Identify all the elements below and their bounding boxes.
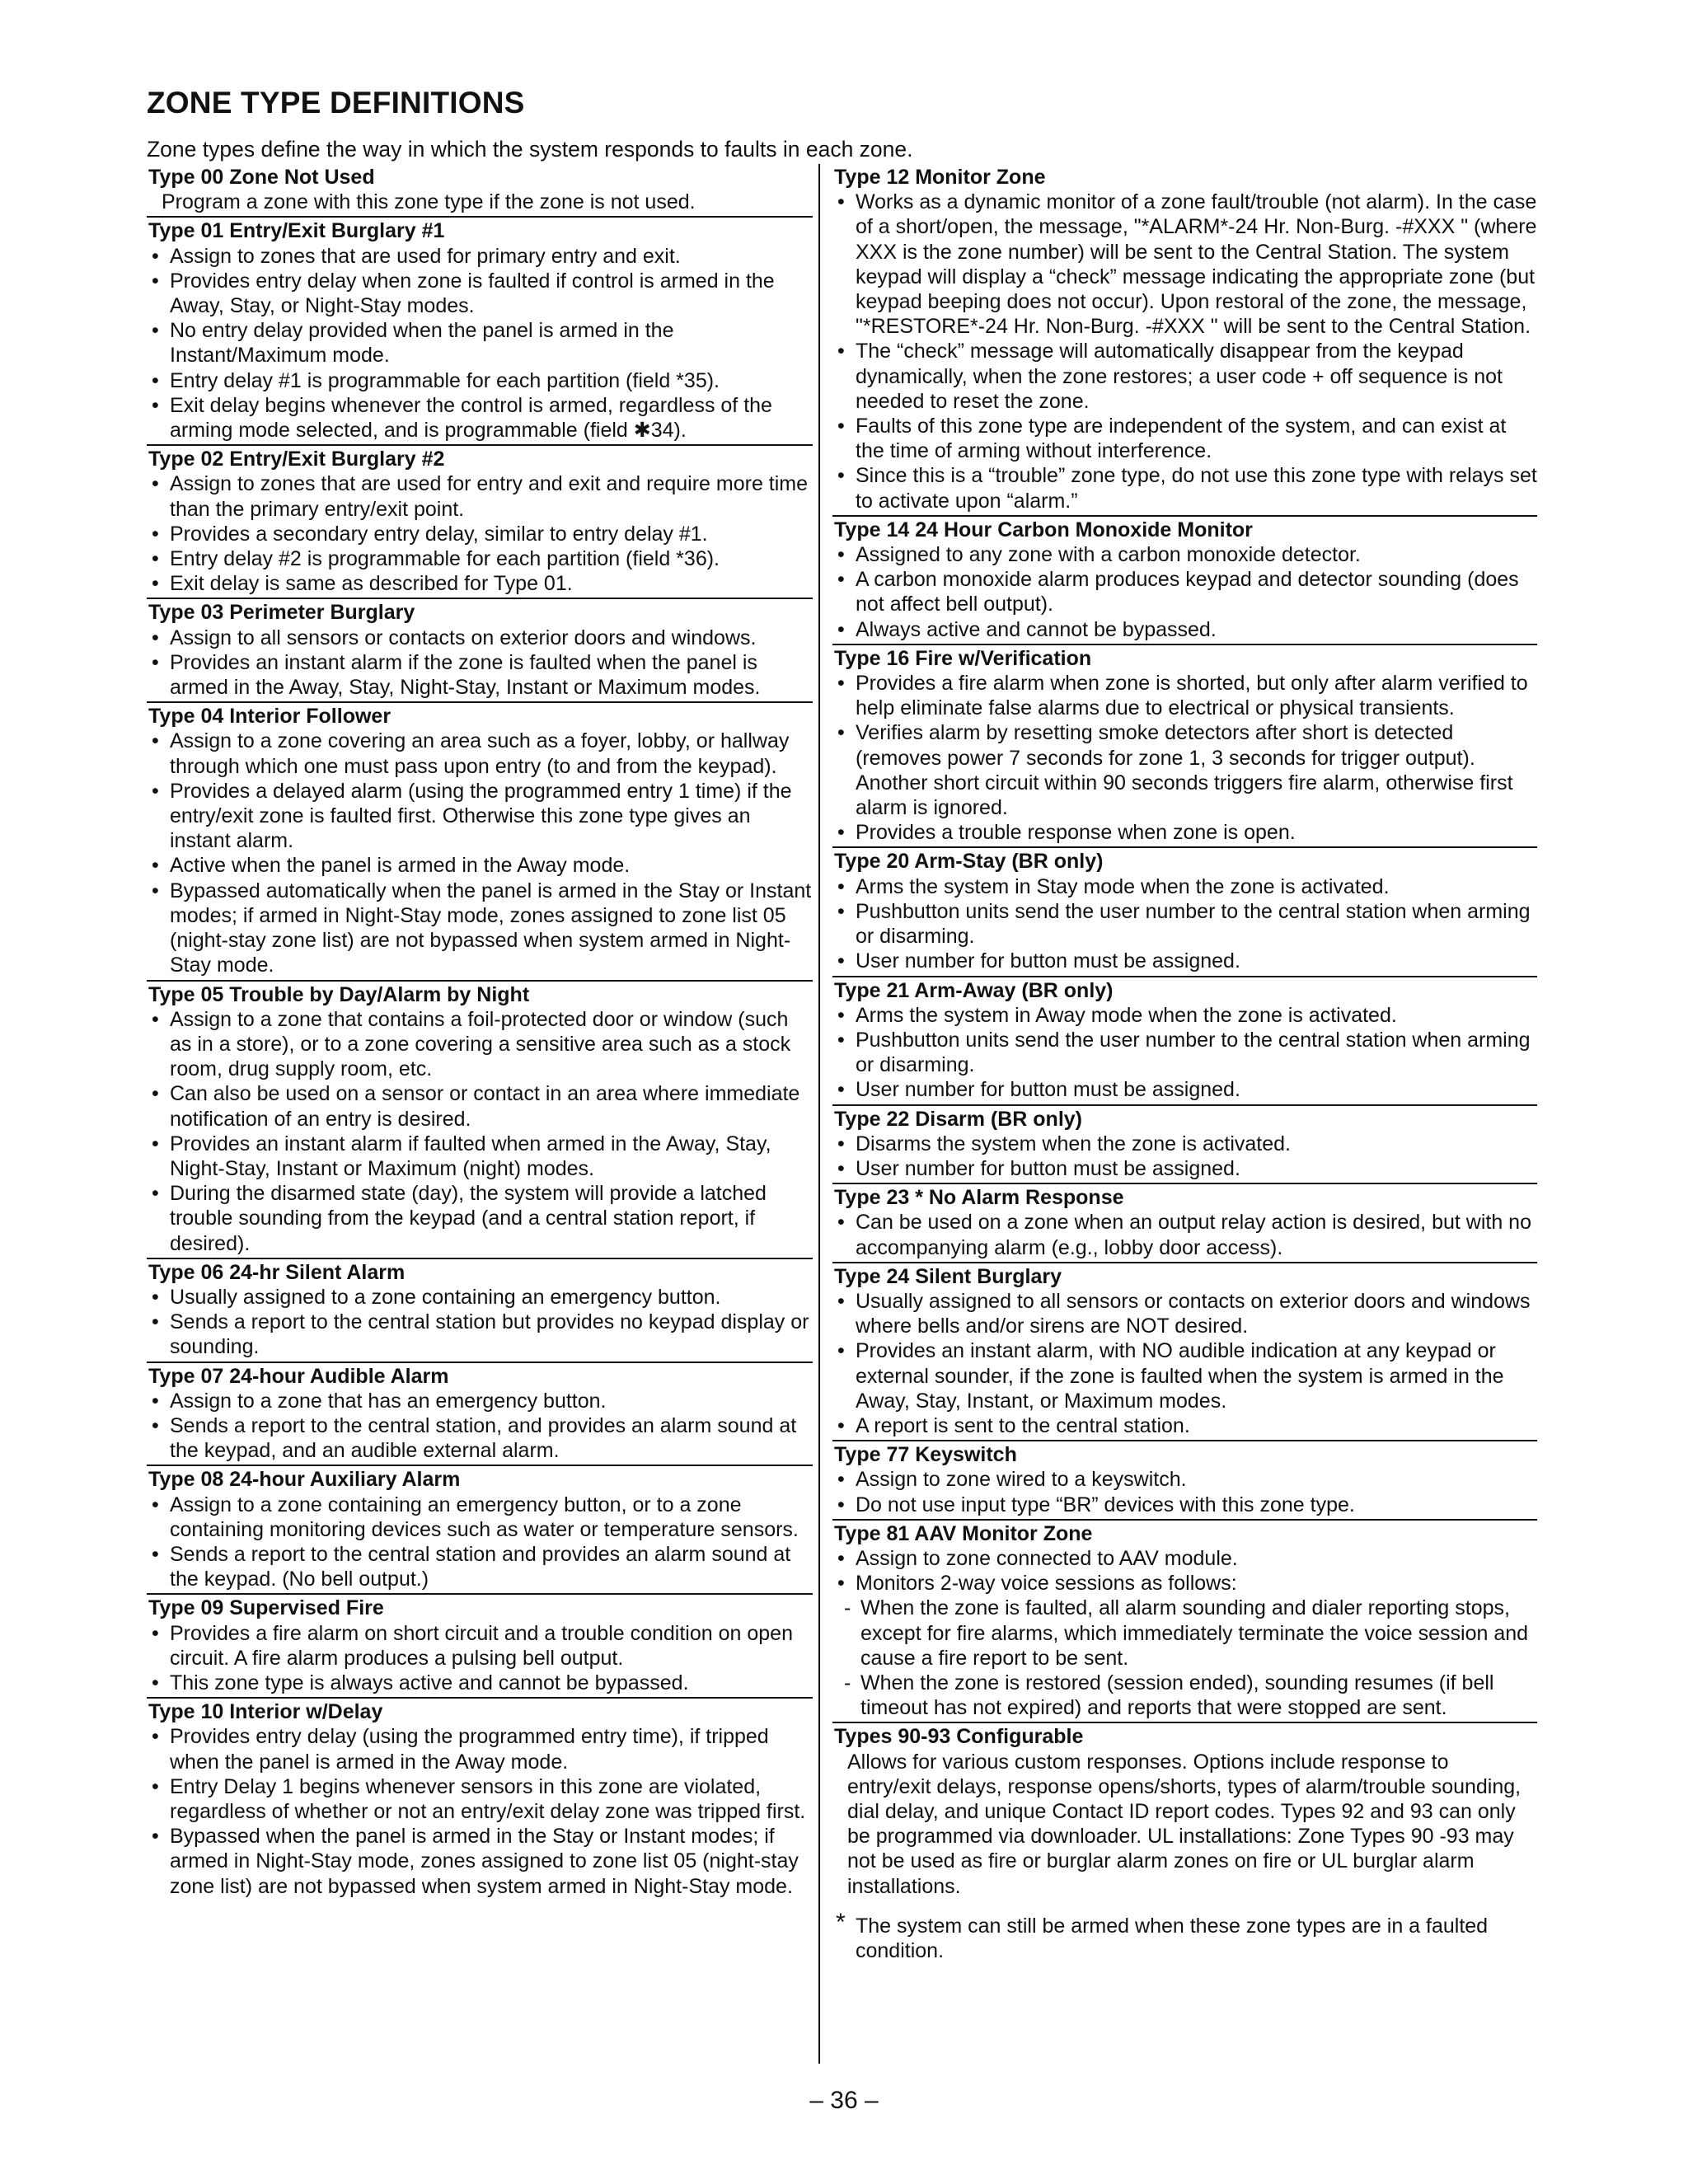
footnote-asterisk: * xyxy=(836,1908,846,1936)
bullet-item: • This zone type is always active and cannot be bypassed. xyxy=(147,1671,813,1695)
bullet-item: • Usually assigned to all sensors or contacts on exterior doors and windows where bells and/or sirens are NOT desired. xyxy=(832,1289,1537,1338)
zone-type-23 xyxy=(832,1184,1537,1263)
bullet-item: • Sends a report to the central station and provides an alarm sound at the keypad. (No bell output.) xyxy=(147,1542,813,1591)
bullet-item: • Arms the system in Away mode when the zone is activated. xyxy=(832,1003,1537,1028)
bullet-item: • Bypassed when the panel is armed in the Stay or Instant modes; if armed in Night-Stay mode, zones assigned to zone list 05 (night-stay zone list) are not bypassed when system armed in Night-Stay mode. xyxy=(147,1824,813,1899)
zone-title: Type 12 Monitor Zone xyxy=(834,166,1046,189)
bullet-item: • Do not use input type “BR” devices with this zone type. xyxy=(832,1493,1537,1517)
bullet-item: • Provides a fire alarm when zone is shorted, but only after alarm verified to help eliminate false alarms due to electrical or physical transients. xyxy=(832,671,1537,720)
zone-title: Type 20 Arm-Stay (BR only) xyxy=(834,850,1104,874)
zone-title: Type 03 Perimeter Burglary xyxy=(148,601,415,625)
bullet-item: • User number for button must be assigned. xyxy=(832,1156,1537,1181)
bullet-item: • A carbon monoxide alarm produces keypad and detector sounding (does not affect bell output). xyxy=(832,567,1537,616)
bullet-item: • Bypassed automatically when the panel is armed in the Stay or Instant modes; if armed in Night-Stay mode, zones assigned to zone list 05 (night-stay zone list) are not bypassed when system armed in Night-Stay mode. xyxy=(147,879,813,978)
zone-type-77 xyxy=(832,1441,1537,1521)
bullet-item: • Exit delay is same as described for Type 01. xyxy=(147,571,813,596)
zone-type-04 xyxy=(147,703,813,981)
zone-type-24 xyxy=(832,1263,1537,1441)
bullet-item: • Assign to a zone that has an emergency button. xyxy=(147,1389,813,1413)
bullet-item: • Provides a trouble response when zone is open. xyxy=(832,820,1537,845)
bullet-item: • Verifies alarm by resetting smoke detectors after short is detected (removes power 7 seconds for zone 1, 3 seconds for trigger output). Another short circuit within 90 seconds triggers fire alarm, otherwise first alarm is ignored. xyxy=(832,720,1537,820)
bullet-item: • Disarms the system when the zone is activated. xyxy=(832,1132,1537,1156)
bullet-item: • Can be used on a zone when an output relay action is desired, but with no accompanying alarm (e.g., lobby door access). xyxy=(832,1210,1537,1259)
bullet-item: • Since this is a “trouble” zone type, do not use this zone type with relays set to activate upon “alarm.” xyxy=(832,463,1537,513)
bullet-item: • Usually assigned to a zone containing an emergency button. xyxy=(147,1285,813,1310)
zone-title: Type 04 Interior Follower xyxy=(148,705,392,729)
zone-title: Type 77 Keyswitch xyxy=(834,1443,1017,1467)
bullet-item: • Can also be used on a sensor or contact in an area where immediate notification of an entry is desired. xyxy=(147,1081,813,1131)
bullet-item: • Faults of this zone type are independent of the system, and can exist at the time of arming without interference. xyxy=(832,414,1537,463)
zone-type-81 xyxy=(832,1521,1537,1724)
zone-title: Type 05 Trouble by Day/Alarm by Night xyxy=(148,982,530,1006)
zone-title: Type 24 Silent Burglary xyxy=(834,1264,1062,1288)
bullet-item: • No entry delay provided when the panel is armed in the Instant/Maximum mode. xyxy=(147,318,813,368)
bullet-item: • Monitors 2-way voice sessions as follows: xyxy=(832,1571,1537,1596)
zone-title: Types 90-93 Configurable xyxy=(834,1725,1084,1749)
bullet-item: • Pushbutton units send the user number to the central station when arming or disarming. xyxy=(832,899,1537,949)
zone-type-06 xyxy=(147,1259,813,1363)
zone-type-09 xyxy=(147,1595,813,1699)
zone-title: Type 16 Fire w/Verification xyxy=(834,646,1092,670)
footnote xyxy=(832,1908,1537,1963)
bullet-item: • Always active and cannot be bypassed. xyxy=(832,617,1537,642)
bullet-item: • Assign to zones that are used for primary entry and exit. xyxy=(147,244,813,269)
zone-title: Type 02 Entry/Exit Burglary #2 xyxy=(148,448,445,471)
zone-type-16 xyxy=(832,645,1537,849)
page-intro: Zone types define the way in which the system responds to faults in each zone. xyxy=(147,137,913,162)
zone-title: Type 21 Arm-Away (BR only) xyxy=(834,978,1114,1002)
bullet-item: • Assign to a zone covering an area such as a foyer, lobby, or hallway through which one must pass upon entry (to and from the keypad). xyxy=(147,729,813,778)
bullet-item: • Entry Delay 1 begins whenever sensors in this zone are violated, regardless of whether or not an entry/exit delay zone was tripped first. xyxy=(147,1774,813,1824)
zone-title: Type 81 AAV Monitor Zone xyxy=(834,1521,1093,1545)
zone-type-12 xyxy=(832,164,1537,517)
zone-title: Type 10 Interior w/Delay xyxy=(148,1700,383,1724)
bullet-item: • Sends a report to the central station, and provides an alarm sound at the keypad, and an audible external alarm. xyxy=(147,1413,813,1463)
bullet-item: • Entry delay #2 is programmable for each partition (field *36). xyxy=(147,546,813,571)
zone-type-07 xyxy=(147,1363,813,1467)
zone-type-02 xyxy=(147,446,813,599)
configurable-body: Allows for various custom responses. Options include response to entry/exit delays, response opens/shorts, types of alarm/trouble sounding, dial delay, and unique Contact ID report codes. Types 92 and 93 can only be programmed via downloader. UL installations: Zone Types 90 -93 may not be used as fire or burglar alarm zones on fire or UL burglar alarm installations. xyxy=(847,1750,1522,1898)
bullet-item: • User number for button must be assigned. xyxy=(832,1077,1537,1102)
bullet-item: • Pushbutton units send the user number to the central station when arming or disarming. xyxy=(832,1028,1537,1077)
bullet-item: • The “check” message will automatically disappear from the keypad dynamically, when the zone restores; a user code + off sequence is not needed to reset the zone. xyxy=(832,339,1537,414)
bullet-item: • Provides a delayed alarm (using the programmed entry 1 time) if the entry/exit zone is faulted first. Otherwise this zone type gives an instant alarm. xyxy=(147,779,813,854)
zone-type-01 xyxy=(147,218,813,446)
bullet-item: • A report is sent to the central station. xyxy=(832,1413,1537,1438)
zone-types-90-93 xyxy=(832,1723,1537,1900)
bullet-item: • User number for button must be assigned. xyxy=(832,949,1537,973)
zone-title: Type 22 Disarm (BR only) xyxy=(834,1107,1083,1131)
bullet-item: • Exit delay begins whenever the control is armed, regardless of the arming mode selected, and is programmable (field ✱34). xyxy=(147,393,813,443)
bullet-item: • Assign to a zone containing an emergency button, or to a zone containing monitoring devices such as water or temperature sensors. xyxy=(147,1493,813,1542)
bullet-item: • Active when the panel is armed in the Away mode. xyxy=(147,853,813,878)
column-divider xyxy=(818,164,820,2064)
right-column xyxy=(832,164,1537,1963)
bullet-item: • Sends a report to the central station but provides no keypad display or sounding. xyxy=(147,1310,813,1359)
zone-description: Program a zone with this zone type if the zone is not used. xyxy=(162,190,696,214)
zone-title: Type 09 Supervised Fire xyxy=(148,1596,384,1620)
bullet-item: • Provides an instant alarm if the zone is faulted when the panel is armed in the Away, Stay, Night-Stay, Instant or Maximum modes. xyxy=(147,650,813,700)
zone-title: Type 07 24-hour Audible Alarm xyxy=(148,1364,449,1388)
bullet-item: • Assign to zone connected to AAV module. xyxy=(832,1546,1537,1571)
zone-type-20 xyxy=(832,848,1537,977)
page-title: ZONE TYPE DEFINITIONS xyxy=(147,86,525,120)
zone-title: Type 23 * No Alarm Response xyxy=(834,1186,1124,1210)
sub-item: - When the zone is faulted, all alarm sounding and dialer reporting stops, except for fire alarms, which immediately terminate the voice session and cause a fire report to be sent. xyxy=(832,1596,1537,1671)
zone-type-00 xyxy=(147,164,813,218)
zone-type-14 xyxy=(832,517,1537,645)
bullet-item: • Provides a fire alarm on short circuit and a trouble condition on open circuit. A fire alarm produces a pulsing bell output. xyxy=(147,1621,813,1671)
bullet-item: • Assign to zone wired to a keyswitch. xyxy=(832,1467,1537,1492)
zone-type-10 xyxy=(147,1699,813,1900)
bullet-item: • Provides entry delay (using the programmed entry time), if tripped when the panel is armed in the Away mode. xyxy=(147,1724,813,1774)
bullet-item: • Assigned to any zone with a carbon monoxide detector. xyxy=(832,542,1537,567)
zone-type-05 xyxy=(147,982,813,1259)
zone-title: Type 01 Entry/Exit Burglary #1 xyxy=(148,219,445,243)
zone-title: Type 14 24 Hour Carbon Monoxide Monitor xyxy=(834,518,1253,541)
footnote-text: The system can still be armed when these zone types are in a faulted condition. xyxy=(856,1914,1489,1963)
zone-type-22 xyxy=(832,1106,1537,1185)
zone-type-03 xyxy=(147,599,813,703)
bullet-item: • Provides an instant alarm, with NO audible indication at any keypad or external sounder, if the zone is faulted when the system is armed in the Away, Stay, Instant, or Maximum modes. xyxy=(832,1338,1537,1413)
zone-type-08 xyxy=(147,1466,813,1595)
left-column xyxy=(147,164,813,1900)
bullet-item: • Provides a secondary entry delay, similar to entry delay #1. xyxy=(147,522,813,546)
bullet-item: • During the disarmed state (day), the system will provide a latched trouble sounding from the keypad (and a central station report, if desired). xyxy=(147,1181,813,1256)
bullet-item: • Provides an instant alarm if faulted when armed in the Away, Stay, Night-Stay, Instant or Maximum (night) modes. xyxy=(147,1132,813,1181)
bullet-item: • Entry delay #1 is programmable for each partition (field *35). xyxy=(147,368,813,393)
bullet-item: • Provides entry delay when zone is faulted if control is armed in the Away, Stay, or Night-Stay modes. xyxy=(147,269,813,318)
sub-item: - When the zone is restored (session ended), sounding resumes (if bell timeout has not expired) and reports that were stopped are sent. xyxy=(832,1671,1537,1720)
bullet-item: • Arms the system in Stay mode when the zone is activated. xyxy=(832,874,1537,899)
zone-type-21 xyxy=(832,977,1537,1106)
bullet-item: • Assign to zones that are used for entry and exit and require more time than the primary entry/exit point. xyxy=(147,471,813,521)
zone-title: Type 06 24-hr Silent Alarm xyxy=(148,1260,406,1284)
zone-title: Type 00 Zone Not Used xyxy=(148,166,375,189)
page-number: – 36 – xyxy=(809,2087,879,2114)
zone-title: Type 08 24-hour Auxiliary Alarm xyxy=(148,1468,461,1492)
bullet-item: • Assign to a zone that contains a foil-protected door or window (such as in a store), or to a zone covering a sensitive area such as a stock room, drug supply room, etc. xyxy=(147,1007,813,1082)
bullet-item: • Works as a dynamic monitor of a zone fault/trouble (not alarm). In the case of a short/open, the message, "*ALARM*-24 Hr. Non-Burg. -#XXX " (where XXX is the zone number) will be sent to the Central Station. The system keypad will display a “check” message indicating the appropriate zone (but keypad beeping does not occur). Upon restoral of the zone, the message, "*RESTORE*-24 Hr. Non-Burg. -#XXX " will be sent to the Central Station. xyxy=(832,190,1537,339)
bullet-item: • Assign to all sensors or contacts on exterior doors and windows. xyxy=(147,626,813,650)
